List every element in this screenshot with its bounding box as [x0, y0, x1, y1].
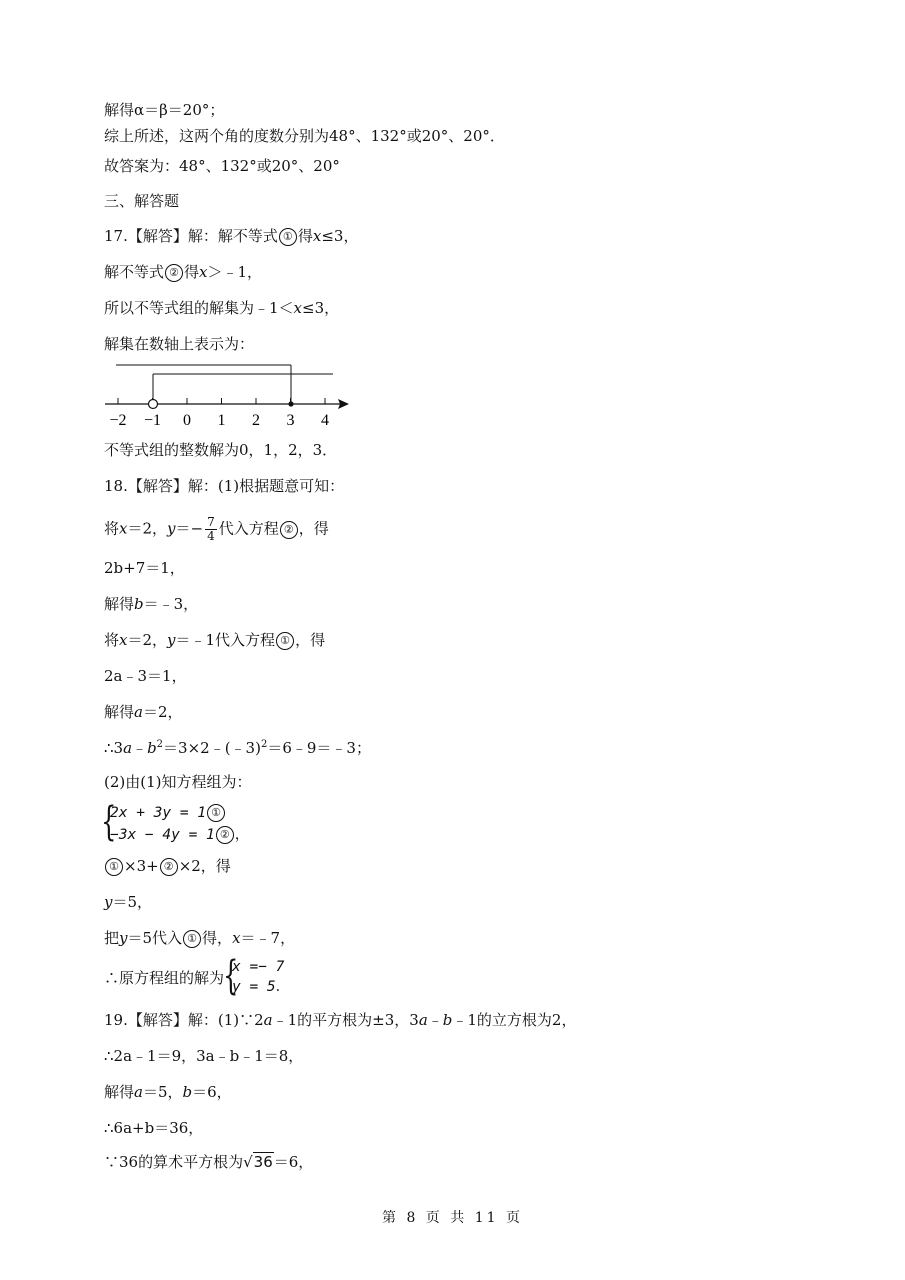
text: 将 — [104, 519, 120, 538]
page-footer: 第 8 页 共 11 页 — [382, 1210, 523, 1226]
q18-line-7 — [104, 702, 183, 722]
text: ， — [234, 827, 250, 843]
q17-line-4: 解集在数轴上表示为： — [104, 335, 255, 353]
text: ＝6， — [192, 1083, 232, 1101]
q19-line-4: ∴6a+b＝36， — [104, 1119, 204, 1137]
fraction — [205, 516, 217, 543]
text: ＝﹣1代入方程 — [175, 631, 276, 649]
equation-2 — [110, 826, 249, 844]
section-heading: 三、解答题 — [104, 192, 180, 210]
text: ＝5代入 — [127, 929, 183, 947]
q19-line-3 — [104, 1082, 232, 1102]
circled-number: ① — [279, 228, 297, 246]
circled-number: ② — [280, 521, 298, 539]
text-line: 故答案为：48°、132°或20°、20° — [104, 157, 340, 175]
var: y — [167, 631, 176, 649]
q18-line-1: 18.【解答】解：(1)根据题意可知： — [104, 477, 345, 495]
text: ＞﹣1， — [207, 263, 263, 281]
var: x — [119, 631, 128, 649]
q18-line-3: 2b+7＝1， — [104, 559, 185, 577]
denominator: 4 — [207, 529, 215, 543]
text: ，得 — [298, 519, 329, 538]
q19-line-5 — [104, 1152, 313, 1172]
var: x — [232, 929, 241, 947]
text: 所以不等式组的解集为﹣1＜ — [104, 299, 294, 317]
brace: { — [101, 799, 117, 845]
text: ≤3， — [321, 227, 359, 245]
var: x — [199, 263, 208, 281]
var: a — [134, 703, 143, 721]
var: y — [119, 929, 128, 947]
text: ∵36的算术平方根为 — [104, 1153, 244, 1171]
tick-label: 1 — [217, 412, 226, 429]
text: ＝﹣3， — [143, 595, 199, 613]
text: 解得 — [104, 1083, 135, 1101]
superscript: 2 — [260, 739, 268, 750]
square-root — [243, 1152, 274, 1172]
open-endpoint — [149, 400, 158, 409]
q19-line-2: ∴2a﹣1＝9，3a﹣b﹣1＝8， — [104, 1047, 304, 1065]
var: b — [134, 595, 144, 613]
text: 把 — [104, 929, 120, 947]
text: 将 — [104, 631, 120, 649]
text: 解得 — [104, 595, 135, 613]
text: ﹣ — [132, 739, 148, 757]
text: 解不等式 — [104, 263, 165, 281]
text: ． — [275, 979, 291, 995]
var: b — [182, 1083, 193, 1101]
eq-text: −3x − 4y = 1 — [110, 827, 215, 843]
q18-line-11 — [104, 892, 152, 912]
closed-endpoint — [288, 401, 293, 406]
var: a — [263, 1011, 273, 1029]
circled-number: ① — [207, 804, 225, 822]
text: ＝5， — [112, 893, 153, 911]
text: ﹣1的平方根为±3，3 — [272, 1011, 419, 1029]
q18-line-4 — [104, 594, 198, 614]
q18-line-9: (2)由(1)知方程组为： — [104, 773, 252, 791]
superscript: 2 — [156, 739, 164, 750]
var: y — [104, 893, 113, 911]
text-line: 解得α＝β＝20°； — [104, 101, 225, 119]
text: ﹣ — [427, 1011, 443, 1029]
text: ＝3×2﹣(﹣3) — [163, 739, 261, 757]
text: ＝2， — [127, 631, 168, 649]
q18-line-6: 2a﹣3＝1， — [104, 667, 187, 685]
var: x — [293, 299, 303, 317]
var: x — [119, 519, 128, 538]
tick-label: 2 — [252, 412, 260, 429]
q18-line-13: ∴原方程组的解为 — [104, 969, 225, 987]
var: b — [442, 1011, 453, 1029]
circled-number: ② — [165, 264, 183, 282]
var: b — [147, 739, 157, 757]
text: 得 — [184, 263, 200, 281]
text: ＝− — [175, 519, 204, 538]
q17-line-5: 不等式组的整数解为0，1，2，3． — [104, 441, 338, 459]
text: 17.【解答】解：解不等式 — [104, 227, 278, 245]
text: ﹣1的立方根为2， — [452, 1011, 577, 1029]
text: ，得 — [295, 631, 326, 649]
radical-sign: √ — [243, 1153, 253, 1171]
tick-label: −2 — [109, 412, 127, 429]
text: ＝6﹣9＝﹣3； — [267, 739, 371, 757]
var: a — [123, 739, 133, 757]
number-line-figure — [100, 358, 360, 433]
q17-line-1 — [104, 226, 358, 246]
text: 得 — [297, 227, 313, 245]
text: ∴3 — [104, 739, 124, 757]
circled-number: ① — [183, 930, 201, 948]
text: ＝2， — [127, 519, 168, 538]
circled-number: ① — [276, 632, 294, 650]
q18-line-5 — [104, 630, 325, 650]
text: 得， — [202, 929, 233, 947]
var: a — [134, 1083, 143, 1101]
eq-text: y = 5 — [232, 979, 276, 995]
numerator: 7 — [207, 515, 215, 529]
equation-1 — [110, 804, 226, 822]
tick-label: 3 — [286, 412, 295, 429]
q19-line-1 — [104, 1010, 576, 1030]
q18-line-10 — [104, 856, 231, 876]
q18-line-2 — [104, 516, 329, 543]
q18-line-8 — [104, 738, 371, 758]
text: ×2，得 — [178, 857, 231, 875]
q18-line-12 — [104, 928, 295, 948]
text: ×3+ — [124, 857, 159, 875]
text: 19.【解答】解：(1)∵2 — [104, 1011, 264, 1029]
text: ＝6， — [273, 1153, 314, 1171]
text: ＝2， — [142, 703, 183, 721]
text: 代入方程 — [218, 519, 279, 538]
var: y — [167, 519, 176, 538]
var: a — [418, 1011, 428, 1029]
circled-number: ① — [105, 858, 123, 876]
circled-number: ② — [160, 858, 178, 876]
equation-system — [100, 799, 250, 846]
text-line: 综上所述，这两个角的度数分别为48°、132°或20°、20°． — [104, 127, 505, 145]
solution-x: x =− 7 — [232, 959, 285, 975]
text: ＝﹣7， — [240, 929, 296, 947]
solution-y — [232, 978, 290, 996]
circled-number: ② — [216, 826, 234, 844]
radicand: 36 — [253, 1153, 273, 1171]
q17-line-2 — [104, 262, 262, 282]
text: ＝5， — [142, 1083, 183, 1101]
solution-system — [223, 953, 344, 1000]
tick-label: 4 — [321, 412, 329, 429]
var: x — [312, 227, 322, 245]
text: ≤3， — [302, 299, 340, 317]
brace: { — [223, 953, 239, 999]
tick-label: −1 — [143, 412, 162, 429]
q17-line-3 — [104, 298, 339, 318]
tick-label: 0 — [183, 412, 191, 429]
text: 解得 — [104, 703, 135, 721]
eq-text: 2x + 3y = 1 — [110, 805, 207, 821]
